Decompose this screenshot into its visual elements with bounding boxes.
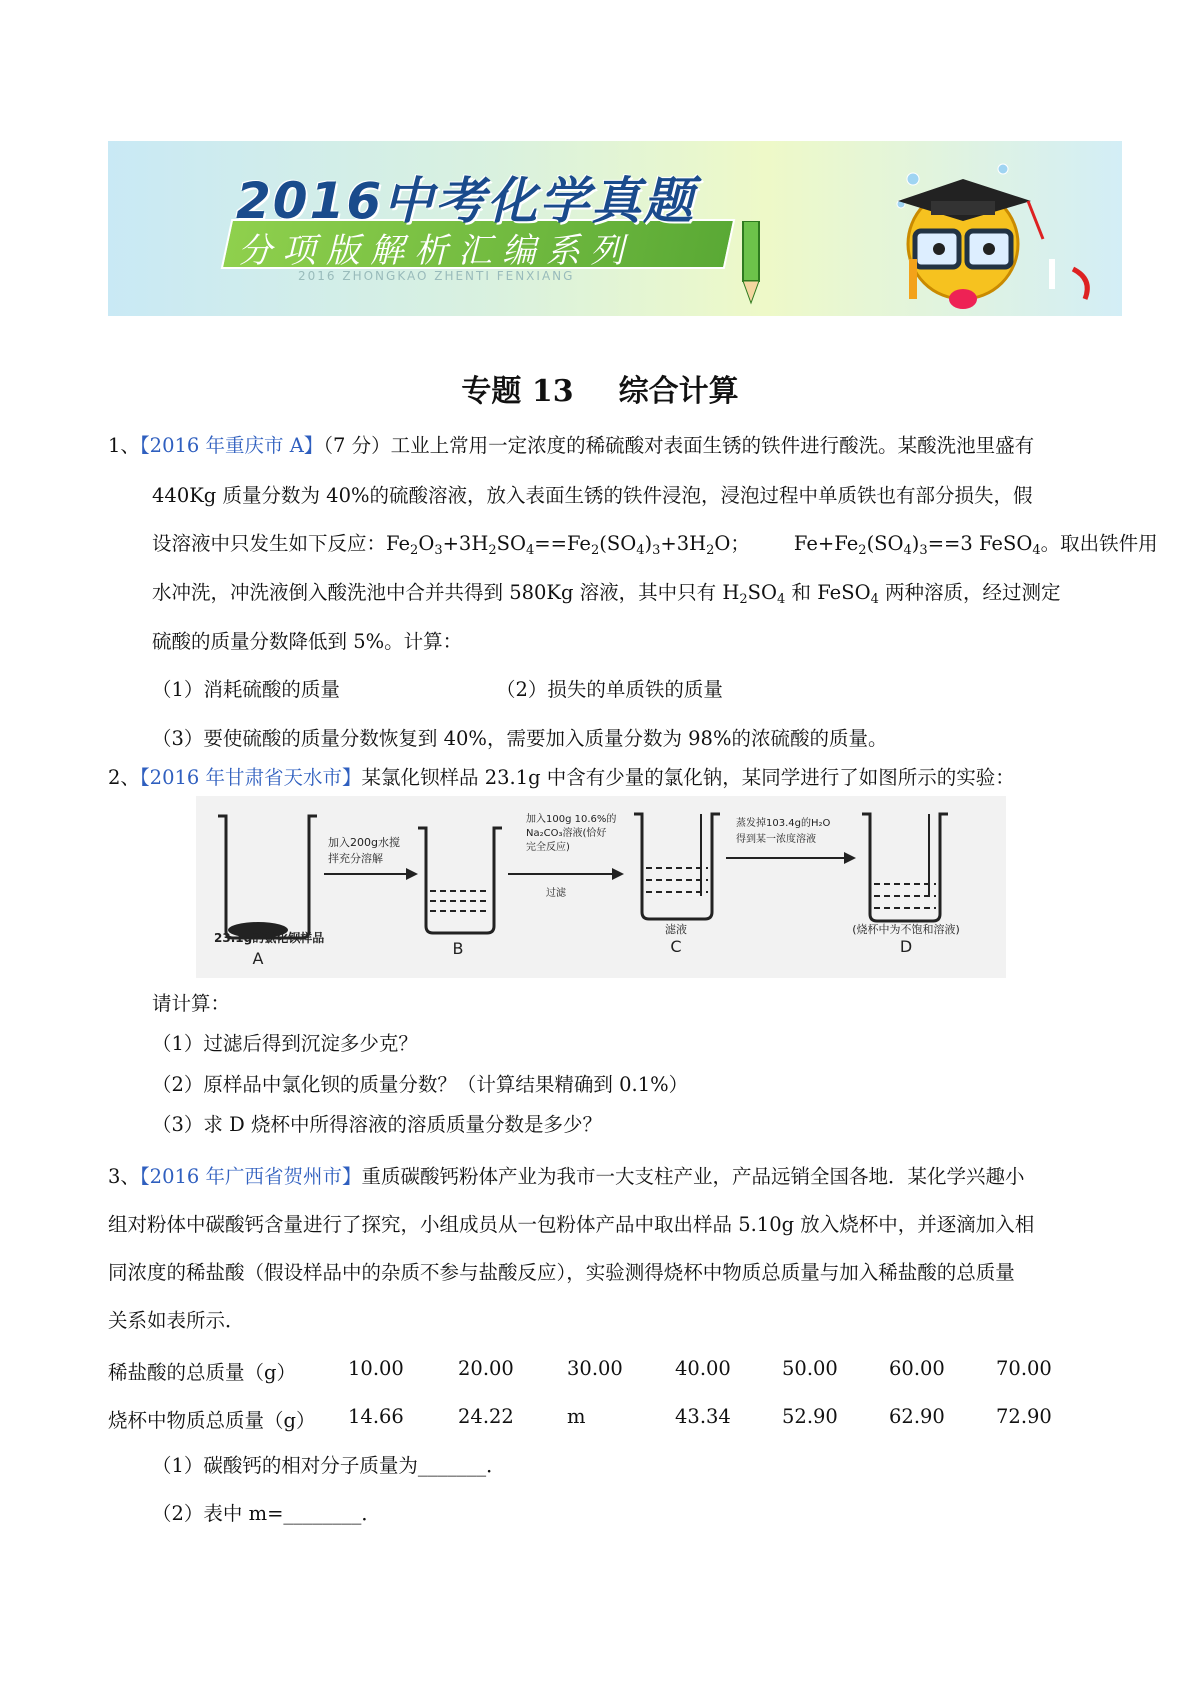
q3-line4: 关系如表所示． <box>108 1309 245 1332</box>
q1-line4 <box>152 581 1061 605</box>
pencil-icon <box>733 221 773 311</box>
label-a-caption: 23.1g的氯化钡样品 <box>214 931 325 945</box>
q3-number: 3、 <box>108 1165 140 1188</box>
page-title <box>0 366 1200 410</box>
q3-line2: 组对粉体中碳酸钙含量进行了探究，小组成员从一包粉体产品中取出样品 5.10g 放入烧杯中，并逐滴加入相 <box>108 1213 1035 1236</box>
table-cell: 24.22 <box>458 1405 514 1428</box>
banner-small-text: 2016 ZHONGKAO ZHENTI FENXIANG <box>298 269 575 283</box>
q3-line3: 同浓度的稀盐酸（假设样品中的杂质不参与盐酸反应），实验测得烧杯中物质总质量与加入稀盐酸的总质量 <box>108 1261 1015 1284</box>
table-cell: 70.00 <box>996 1357 1052 1380</box>
label-d-caption: (烧杯中为不饱和溶液) <box>852 923 960 936</box>
q2-sub2: （2）原样品中氯化钡的质量分数？（计算结果精确到 0.1%） <box>152 1073 689 1096</box>
q3-sub2: （2）表中 m=________． <box>152 1502 381 1525</box>
q1-line3-pre: 设溶液中只发生如下反应： <box>152 532 387 555</box>
table-row-label: 稀盐酸的总质量（g） <box>108 1361 296 1384</box>
table-cell: 30.00 <box>567 1357 623 1380</box>
q1-line1-text: （7 分）工业上常用一定浓度的稀硫酸对表面生锈的铁件进行酸洗。某酸洗池里盛有 <box>323 434 1035 457</box>
q1-line5: 硫酸的质量分数降低到 5%。计算： <box>152 630 463 653</box>
experiment-figure <box>196 796 1006 978</box>
q2-sub1: （1）过滤后得到沉淀多少克？ <box>152 1032 418 1055</box>
table-cell: 62.90 <box>889 1405 945 1428</box>
q2-text: 某氯化钡样品 23.1g 中含有少量的氯化钠，某同学进行了如图所示的实验： <box>361 766 1015 789</box>
step1-line1: 加入200g水搅 <box>328 836 400 849</box>
mascot-icon <box>853 149 1113 316</box>
q3-sub1: （1）碳酸钙的相对分子质量为_______． <box>152 1454 506 1477</box>
q2-please: 请计算： <box>152 992 231 1015</box>
step2-line4: 过滤 <box>546 888 566 899</box>
step3-line1: 蒸发掉103.4g的H₂O <box>736 818 831 829</box>
table-cell: 60.00 <box>889 1357 945 1380</box>
reaction-2: $Fe+Fe_2(SO_4)_3==3$ FeSO$_4$ <box>793 532 1041 558</box>
q1-source[interactable]: 【2016 年重庆市 A】 <box>139 434 324 457</box>
table-cell: 72.90 <box>996 1405 1052 1428</box>
formula-h2so4: $H_2SO_4$ <box>722 581 786 607</box>
q1-line1 <box>108 434 1034 458</box>
q1-line2: 440Kg 质量分数为 40%的硫酸溶液，放入表面生锈的铁件浸泡，浸泡过程中单质铁也有部分损失，假 <box>152 484 1033 507</box>
table-cell: 43.34 <box>675 1405 731 1428</box>
q1-sub1: （1）消耗硫酸的质量 <box>152 678 340 701</box>
q1-line3 <box>152 532 1158 556</box>
formula-feso4: FeSO$_4$ <box>817 581 879 607</box>
banner-subtitle: 分项版解析汇编系列 <box>238 231 634 271</box>
q1-line4-c: 两种溶质，经过测定 <box>878 581 1061 604</box>
q2-sub3: （3）求 D 烧杯中所得溶液的溶质质量分数是多少？ <box>152 1113 602 1136</box>
table-cell: 14.66 <box>348 1405 404 1428</box>
q1-sub2: （2）损失的单质铁的质量 <box>496 678 723 701</box>
q3-line1 <box>108 1165 1025 1189</box>
table-cell: 52.90 <box>782 1405 838 1428</box>
header-banner <box>108 141 1122 316</box>
label-c: C <box>670 937 682 956</box>
step3-line2: 得到某一浓度溶液 <box>736 834 816 845</box>
banner-title: 2016中考化学真题 <box>236 172 696 230</box>
table-cell: 10.00 <box>348 1357 404 1380</box>
q1-number: 1、 <box>108 434 140 457</box>
q1-sub3: （3）要使硫酸的质量分数恢复到 40%，需要加入质量分数为 98%的浓硫酸的质量。 <box>152 727 888 750</box>
q2-line1 <box>108 766 1015 790</box>
label-d: D <box>899 937 913 956</box>
table-cell: 20.00 <box>458 1357 514 1380</box>
table-cell: 50.00 <box>782 1357 838 1380</box>
step2-line2: Na₂CO₃溶液(恰好 <box>526 828 607 839</box>
topic-number: 专题 13 <box>461 374 574 409</box>
q1-line4-a: 水冲洗，冲洗液倒入酸洗池中合并共得到 580Kg 溶液，其中只有 <box>152 581 723 604</box>
label-a: A <box>252 949 264 968</box>
q3-line1-text: 重质碳酸钙粉体产业为我市一大支柱产业，产品远销全国各地．某化学兴趣小 <box>361 1165 1025 1188</box>
table-cell: m <box>567 1405 586 1428</box>
q3-source[interactable]: 【2016 年广西省贺州市】 <box>139 1165 362 1188</box>
q1-line3-post: 。取出铁件用 <box>1040 532 1158 555</box>
q2-source[interactable]: 【2016 年甘肃省天水市】 <box>139 766 362 789</box>
step1-line2: 拌充分溶解 <box>328 852 383 865</box>
table-row-label: 烧杯中物质总质量（g） <box>108 1409 316 1432</box>
label-c-caption: 滤液 <box>665 923 687 936</box>
reaction-1: $Fe_2O_3+3H_2SO_4==Fe_2(SO_4)_3+3H_2O$； <box>386 532 750 558</box>
step2-line1: 加入100g 10.6%的 <box>526 814 617 825</box>
topic-name: 综合计算 <box>618 374 739 409</box>
q2-number: 2、 <box>108 766 140 789</box>
table-cell: 40.00 <box>675 1357 731 1380</box>
step2-line3: 完全反应) <box>526 842 570 853</box>
label-b: B <box>452 939 464 958</box>
q1-line4-b: 和 <box>785 581 818 604</box>
